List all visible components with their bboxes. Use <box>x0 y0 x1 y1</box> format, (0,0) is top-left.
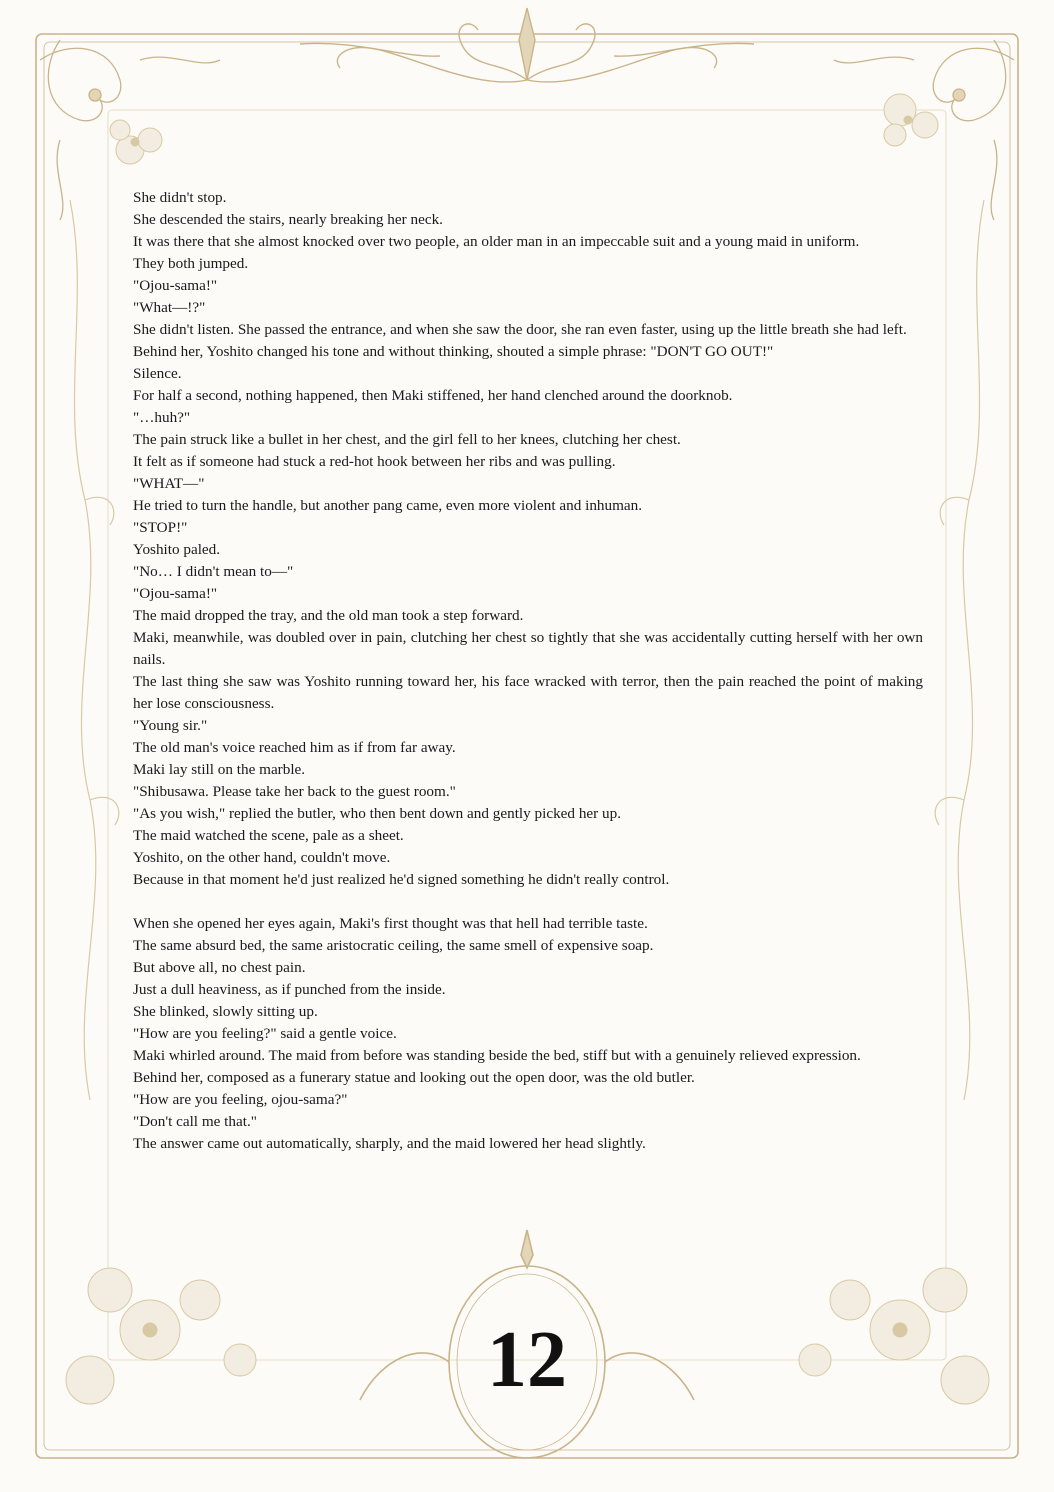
paragraph: They both jumped. <box>133 255 249 272</box>
paragraph: She descended the stairs, nearly breaking her neck. <box>133 211 443 228</box>
paragraph: Because in that moment he'd just realized he'd signed something he didn't really control. <box>133 871 670 888</box>
paragraph: Maki, meanwhile, was doubled over in pain, clutching her chest so tightly that she was accidentally cutting herself with her own nails. <box>133 629 923 668</box>
paragraph: Behind her, composed as a funerary statue and looking out the open door, was the old butler. <box>133 1069 695 1086</box>
paragraph: "Young sir." <box>133 717 208 734</box>
paragraph: "What—!?" <box>133 299 206 316</box>
paragraph: Just a dull heaviness, as if punched from the inside. <box>133 981 446 998</box>
paragraph: "No… I didn't mean to—" <box>133 563 294 580</box>
paragraph: "Don't call me that." <box>133 1113 257 1130</box>
paragraph: "Ojou-sama!" <box>133 585 218 602</box>
paragraph: "STOP!" <box>133 519 188 536</box>
paragraph: The maid dropped the tray, and the old man took a step forward. <box>133 607 524 624</box>
paragraph: The maid watched the scene, pale as a sheet. <box>133 827 404 844</box>
paragraph: The old man's voice reached him as if from far away. <box>133 739 456 756</box>
paragraph: "As you wish," replied the butler, who then bent down and gently picked her up. <box>133 805 621 822</box>
flower-cluster-bottom-left <box>66 1268 256 1404</box>
paragraph: "Shibusawa. Please take her back to the guest room." <box>133 783 456 800</box>
paragraph: But above all, no chest pain. <box>133 959 306 976</box>
paragraph: The last thing she saw was Yoshito running toward her, his face wracked with terror, then the pain reached the point of making her lose consciousness. <box>133 673 923 712</box>
paragraph: Yoshito, on the other hand, couldn't move. <box>133 849 391 866</box>
paragraph: She didn't stop. <box>133 189 227 206</box>
paragraph: For half a second, nothing happened, then Maki stiffened, her hand clenched around the doorknob. <box>133 387 733 404</box>
story-text <box>133 187 923 1155</box>
left-vine-ornament <box>70 200 119 1100</box>
paragraph: The same absurd bed, the same aristocratic ceiling, the same smell of expensive soap. <box>133 937 654 954</box>
paragraph: "Ojou-sama!" <box>133 277 218 294</box>
paragraph: It was there that she almost knocked over two people, an older man in an impeccable suit and a young maid in uniform. <box>133 233 860 250</box>
paragraph: "WHAT—" <box>133 475 205 492</box>
paragraph: It felt as if someone had stuck a red-hot hook between her ribs and was pulling. <box>133 453 616 470</box>
paragraph: Silence. <box>133 365 182 382</box>
paragraph: Maki whirled around. The maid from before was standing beside the bed, stiff but with a genuinely relieved expression. <box>133 1047 861 1064</box>
top-scroll-ornament <box>300 8 754 82</box>
right-vine-ornament <box>935 200 984 1100</box>
paragraph: "…huh?" <box>133 409 191 426</box>
flower-cluster-top-right <box>884 94 938 146</box>
flower-cluster-top-left <box>110 120 162 164</box>
paragraph: He tried to turn the handle, but another pang came, even more violent and inhuman. <box>133 497 643 514</box>
flower-cluster-bottom-right <box>799 1268 989 1404</box>
paragraph: "How are you feeling?" said a gentle voice. <box>133 1025 397 1042</box>
paragraph: Behind her, Yoshito changed his tone and without thinking, shouted a simple phrase: "DON'T GO OUT!" <box>133 343 774 360</box>
paragraph: She blinked, slowly sitting up. <box>133 1003 318 1020</box>
paragraph: The pain struck like a bullet in her chest, and the girl fell to her knees, clutching her chest. <box>133 431 681 448</box>
paragraph: The answer came out automatically, sharply, and the maid lowered her head slightly. <box>133 1135 646 1152</box>
paragraph: She didn't listen. She passed the entrance, and when she saw the door, she ran even faster, using up the little breath she had left. <box>133 321 907 338</box>
paragraph: When she opened her eyes again, Maki's first thought was that hell had terrible taste. <box>133 915 648 932</box>
paragraph: Yoshito paled. <box>133 541 221 558</box>
page-number: 12 <box>487 1315 567 1404</box>
paragraph: "How are you feeling, ojou-sama?" <box>133 1091 348 1108</box>
paragraph: Maki lay still on the marble. <box>133 761 306 778</box>
